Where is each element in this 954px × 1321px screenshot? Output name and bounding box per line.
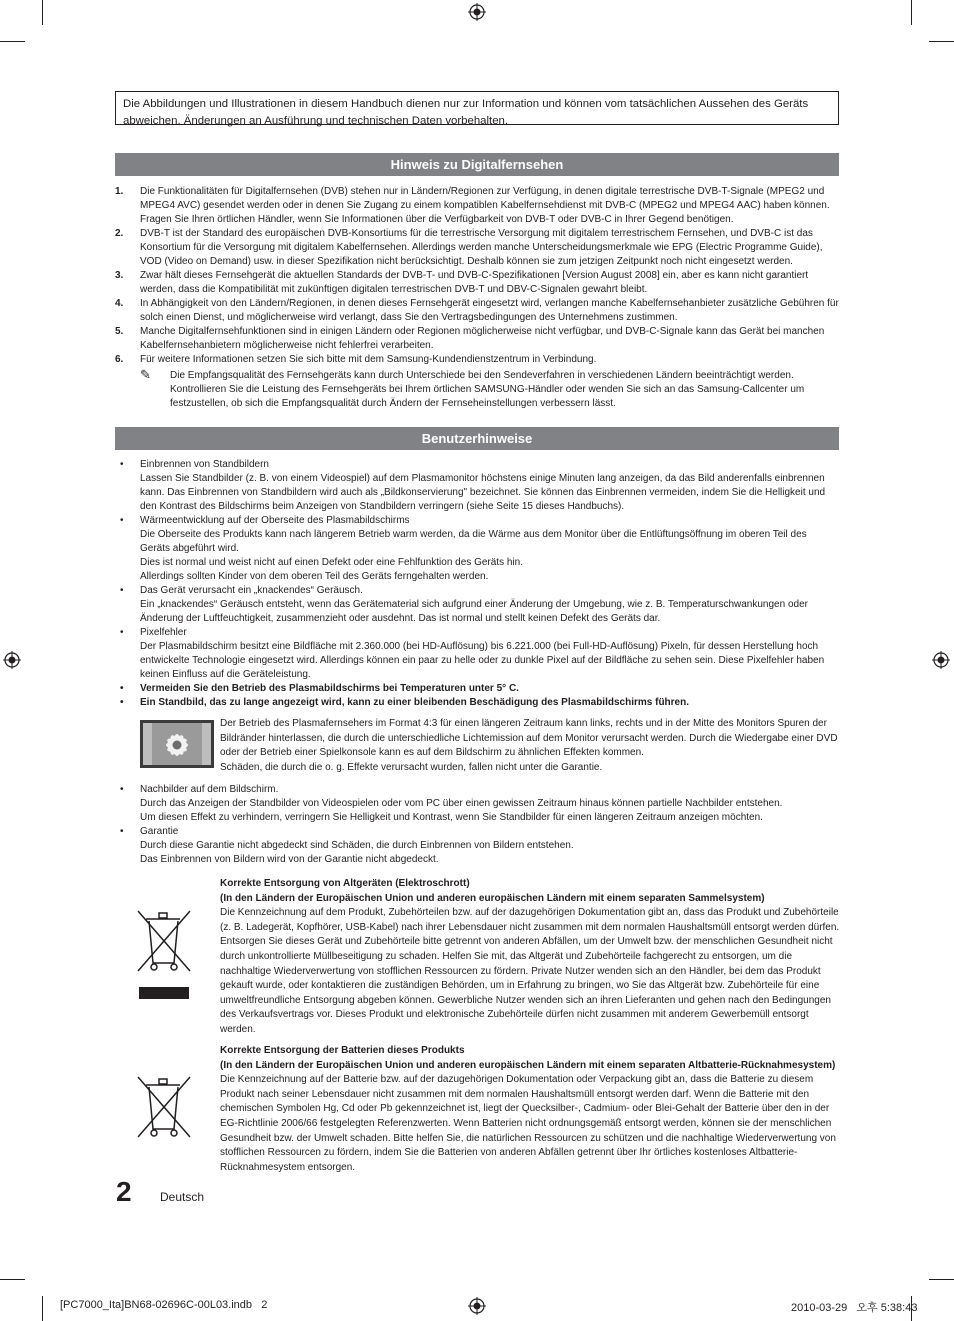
crop-mark — [42, 1296, 43, 1321]
weee-section — [220, 877, 840, 1038]
item-text: Ein „knackendes“ Geräusch entsteht, wenn das Gerätematerial sich aufgrund einer Änderung der Umgebung, wie z. B. Temperaturschwankungen oder Änderung der Luftfeuchtigkeit, zusammenzieht oder ausdehnt. Das ist normal und stellt keinen Defekt des Geräts dar. — [140, 599, 808, 624]
crop-mark — [929, 1279, 954, 1280]
bullet-icon: • — [120, 784, 124, 795]
weee-subtitle: (In den Ländern der Europäischen Union und anderen europäischen Ländern mit einem separaten Sammelsystem) — [220, 892, 765, 904]
item-title: Einbrennen von Standbildern — [140, 459, 269, 470]
bullet-icon: • — [120, 515, 124, 526]
item-text: Lassen Sie Standbilder (z. B. von einem Videospiel) auf dem Plasmamonitor höchstens einige Minuten lang anzeigen, da das Bild anderenfalls einbrennen kann. Das Einbrennen von Standbildern wird auch als „Bildkonservierung" bezeichnet. Sie können das Einbrennen vermeiden, indem Sie die Helligkeit und den Kontrast des Bildschirms beim Anzeigen von Standbildern verringern (siehe Seite 15 dieses Handbuchs). — [140, 473, 826, 512]
crossed-out-battery-bin-icon — [136, 1073, 192, 1143]
digital-tv-list — [115, 185, 839, 411]
item-text: In Abhängigkeit von den Ländern/Regionen, in denen dieses Fernsehgerät eingesetzt wird, verlangen manche Kabelfernsehanbieter zusätzliche Gebühren für solch einen Dienst, und möglicherweise wird verlangt, dass Sie den Vertragsbedingungen des Unternehmens zustimmen. — [140, 298, 839, 323]
bullet-icon: • — [120, 697, 124, 708]
list-item — [115, 353, 839, 367]
crop-mark — [0, 41, 25, 42]
illustration-text — [220, 717, 840, 775]
registration-mark-icon — [468, 1297, 486, 1315]
item-text: Dies ist normal und weist nicht auf einen Defekt oder eine Fehlfunktion des Geräts hin. — [140, 557, 523, 568]
weee-title: Korrekte Entsorgung von Altgeräten (Elektroschrott) — [220, 878, 470, 889]
user-notes-list-2 — [115, 783, 839, 867]
list-item — [115, 458, 839, 514]
footer-file-info: [PC7000_Ita]BN68-02696C-00L03.indb 2 — [60, 1299, 268, 1311]
item-title: Ein Standbild, das zu lange angezeigt wird, kann zu einer bleibenden Beschädigung des Plasmabildschirms führen. — [140, 697, 689, 708]
bullet-icon: • — [120, 627, 124, 638]
crop-mark — [929, 41, 954, 42]
item-number: 4. — [115, 298, 124, 309]
crop-mark — [911, 0, 912, 25]
registration-mark-icon — [3, 651, 21, 669]
item-text: Die Oberseite des Produkts kann nach längerem Betrieb warm werden, da die Wärme aus dem Monitor über die Entlüftungsöffnung im oberen Teil des Geräts abgeführt wird. — [140, 529, 807, 554]
section-heading-user-notes: Benutzerhinweise — [115, 427, 839, 450]
battery-subtitle: (In den Ländern der Europäischen Union und anderen europäischen Ländern mit einem separaten Altbatterie-Rücknahmesystem) — [220, 1059, 836, 1071]
crossed-out-bin-icon — [136, 907, 192, 999]
battery-section — [220, 1044, 840, 1175]
registration-mark-icon — [932, 651, 950, 669]
item-text: Allerdings sollten Kinder von dem oberen Teil des Geräts ferngehalten werden. — [140, 571, 489, 582]
list-item — [115, 783, 839, 825]
item-title: Garantie — [140, 826, 179, 837]
illustration-paragraph: Schäden, die durch die o. g. Effekte verursacht wurden, fallen nicht unter die Garantie. — [220, 761, 603, 773]
battery-title: Korrekte Entsorgung der Batterien dieses Produkts — [220, 1045, 465, 1056]
bullet-icon: • — [120, 585, 124, 596]
list-item — [115, 682, 839, 696]
item-text: Für weitere Informationen setzen Sie sich bitte mit dem Samsung-Kundendienstzentrum in Verbindung. — [140, 354, 597, 365]
item-text: Durch diese Garantie nicht abgedeckt sind Schäden, die durch Einbrennen von Bildern entstehen. — [140, 840, 574, 851]
item-title: Wärmeentwicklung auf der Oberseite des Plasmabildschirms — [140, 515, 410, 526]
item-text: Manche Digitalfernsehfunktionen sind in einigen Ländern oder Regionen möglicherweise nicht verfügbar, und DVB-C-Signale kann das Gerät bei manchen Kabelfernsehanbietern möglicherweise nicht fehlerfrei verarbeiten. — [140, 326, 825, 351]
list-item — [115, 297, 839, 325]
item-number: 2. — [115, 228, 124, 239]
burn-in-illustration-block — [140, 717, 840, 777]
registration-mark-icon — [468, 3, 486, 21]
note — [115, 369, 839, 411]
bullet-icon: • — [120, 826, 124, 837]
item-text: Zwar hält dieses Fernsehgerät die aktuellen Standards der DVB-T- und DVB-C-Spezifikationen [Version August 2008] ein, aber es kann nicht garantiert werden, dass die Kompatibilität mit zukünftigen digitalen terrestrischen DVB-T und DBV-C-Signalen gewahrt bleibt. — [140, 270, 809, 295]
item-text: Durch das Anzeigen der Standbilder von Videospielen oder vom PC über einen gewissen Zeitraum hinaus können partielle Nachbilder entstehen. — [140, 798, 783, 809]
item-title: Das Gerät verursacht ein „knackendes“ Geräusch. — [140, 585, 363, 596]
footer-timestamp: 2010-03-29 오후 5:38:43 — [791, 1302, 918, 1314]
pencil-note-icon: ✎ — [140, 367, 151, 382]
battery-body: Die Kennzeichnung auf der Batterie bzw. auf der dazugehörigen Dokumentation oder Verpackung gibt an, dass die Batterie zu diesem Produkt nach seiner Lebensdauer nicht zusammen mit dem normalen Haushaltsmüll entsorgt werden darf. Wenn die Batterie mit den chemischen Symbolen Hg, Cd oder Pb gekennzeichnet ist, liegt der Quecksilber-, Cadmium- oder Blei-Gehalt der Batterie über den in der EG-Richtlinie 2006/66 festgelegten Referenzwerten. Wenn Batterien nicht ordnungsgemäß entsorgt werden, können sie der menschlichen Gesundheit bzw. der Umwelt schaden. Bitte helfen Sie, die natürlichen Ressourcen zu schützen und die nachhaltige Wiederverwertung von stofflichen Ressourcen zu fördern, indem Sie die Batterien von anderen Abfällen getrennt über Ihr örtliches kostenloses Altbatterie-Rücknahmesystem entsorgen. — [220, 1074, 836, 1173]
list-item — [115, 269, 839, 297]
bullet-icon: • — [120, 683, 124, 694]
item-text: DVB-T ist der Standard des europäischen DVB-Konsortiums für die terrestrische Versorgung mit digitalem terrestrischem Fernsehen, und DVB-C ist das Konsortium für die Versorgung mit digitalem Kabelfernsehen. Allerdings werden manche Unterscheidungsmerkmale wie EPG (Electric Programme Guide), VOD (Video on Demand) usw. in dieser Spezifikation nicht berücksichtigt. Deshalb können sie zum jetzigen Zeitpunkt noch nicht eingesetzt werden. — [140, 228, 823, 267]
page-language: Deutsch — [160, 1190, 205, 1204]
item-number: 1. — [115, 186, 124, 197]
note-text: Die Empfangsqualität des Fernsehgeräts kann durch Unterschiede bei den Sendeverfahren in verschiedenen Ländern beeinträchtigt werden. Kontrollieren Sie die Leistung des Fernsehgeräts bei Ihrem örtlichen SAMSUNG-Händler oder wenden Sie sich an das Samsung-Callcenter um festzustellen, ob sich die Empfangsqualität durch Ändern der Fernseheinstellungen verbessern lässt. — [170, 370, 805, 409]
list-item — [115, 325, 839, 353]
item-number: 6. — [115, 354, 124, 365]
weee-body: Die Kennzeichnung auf dem Produkt, Zubehörteilen bzw. auf der dazugehörigen Dokumentation gibt an, dass das Produkt und Zubehörteile (z. B. Ladegerät, Kopfhörer, USB-Kabel) nach ihrer Lebensdauer nicht zusammen mit dem normalen Haushaltsmüll entsorgt werden dürfen. Entsorgen Sie dieses Gerät und Zubehörteile bitte getrennt von anderen Abfällen, um der Umwelt bzw. der menschlichen Gesundheit nicht durch unkontrollierte Müllbeseitigung zu schaden. Helfen Sie mit, das Altgerät und Zubehörteile fachgerecht zu entsorgen, um die nachhaltige Wiederverwertung von stofflichen Ressourcen zu fördern. Private Nutzer wenden sich an den Händler, bei dem das Produkt gekauft wurde, oder kontaktieren die zuständigen Behörden, um in Erfahrung zu bringen, wo Sie das Altgerät bzw. Zubehörteile für eine umweltfreundliche Entsorgung abgeben können. Gewerbliche Nutzer wenden sich an ihren Lieferanten und gehen nach den Bedingungen des Verkaufsvertrags vor. Dieses Produkt und elektronische Zubehörteile dürfen nicht zusammen mit anderem Gewerbemüll entsorgt werden. — [220, 907, 840, 1035]
item-text: Das Einbrennen von Bildern wird von der Garantie nicht abgedeckt. — [140, 854, 439, 865]
bullet-icon: • — [120, 459, 124, 470]
list-item — [115, 584, 839, 626]
item-title: Pixelfehler — [140, 627, 187, 638]
item-number: 3. — [115, 270, 124, 281]
tv-screen-flower-image — [140, 720, 214, 768]
item-title: Vermeiden Sie den Betrieb des Plasmabildschirms bei Temperaturen unter 5° C. — [140, 683, 519, 694]
item-title: Nachbilder auf dem Bildschirm. — [140, 784, 279, 795]
list-item — [115, 514, 839, 584]
item-text: Die Funktionalitäten für Digitalfernsehen (DVB) stehen nur in Ländern/Regionen zur Verfügung, in denen digitale terrestrische DVB-T-Signale (MPEG2 und MPEG4 AVC) gesendet werden oder in denen Sie Zugang zu einem kompatiblen Kabelfernsehdienst mit DVB-C (MPEG2 und MPEG4 AAC) haben können. Fragen Sie Ihren örtlichen Händler, wenn Sie Informationen über die Verfügbarkeit von DVB-T oder DVB-C in Ihrer Gegend benötigen. — [140, 186, 830, 225]
item-number: 5. — [115, 326, 124, 337]
list-item — [115, 825, 839, 867]
disclaimer-box: Die Abbildungen und Illustrationen in diesem Handbuch dienen nur zur Information und können vom tatsächlichen Aussehen des Geräts abweichen. Änderungen an Ausführung und technischen Daten vorbehalten. — [115, 91, 839, 125]
page-number: 2 — [116, 1176, 132, 1207]
item-text: Um diesen Effekt zu verhindern, verringern Sie Helligkeit und Kontrast, wenn Sie Standbilder für einen längeren Zeitraum anzeigen möchten. — [140, 812, 763, 823]
list-item — [115, 185, 839, 227]
crop-mark — [42, 0, 43, 25]
item-text: Der Plasmabildschirm besitzt eine Bildfläche mit 2.360.000 (bei HD-Auflösung) bis 6.221.000 (bei Full-HD-Auflösung) Pixeln, für dessen Herstellung hoch entwickelte Technologie eingesetzt wird. Allerdings können ein paar zu helle oder zu dunkle Pixel auf der Bildfläche zu sehen sein. Diese Pixelfehler haben keinen Einfluss auf die Geräteleistung. — [140, 641, 825, 680]
list-item — [115, 626, 839, 682]
list-item — [115, 696, 839, 710]
user-notes-list — [115, 458, 839, 710]
illustration-paragraph: Der Betrieb des Plasmafernsehers im Format 4:3 für einen längeren Zeitraum kann links, rechts und in der Mitte des Monitors Spuren der Bildränder hinterlassen, die durch die unterschiedliche Lichtemission auf dem Monitor verursacht werden. Durch die Wiedergabe einer DVD oder der Betrieb einer Spielkonsole kann es auf dem Bildschirm zu ähnlichen Effekten kommen. — [220, 718, 838, 758]
section-heading-digital-tv: Hinweis zu Digitalfernsehen — [115, 153, 839, 176]
crop-mark — [0, 1279, 25, 1280]
list-item — [115, 227, 839, 269]
